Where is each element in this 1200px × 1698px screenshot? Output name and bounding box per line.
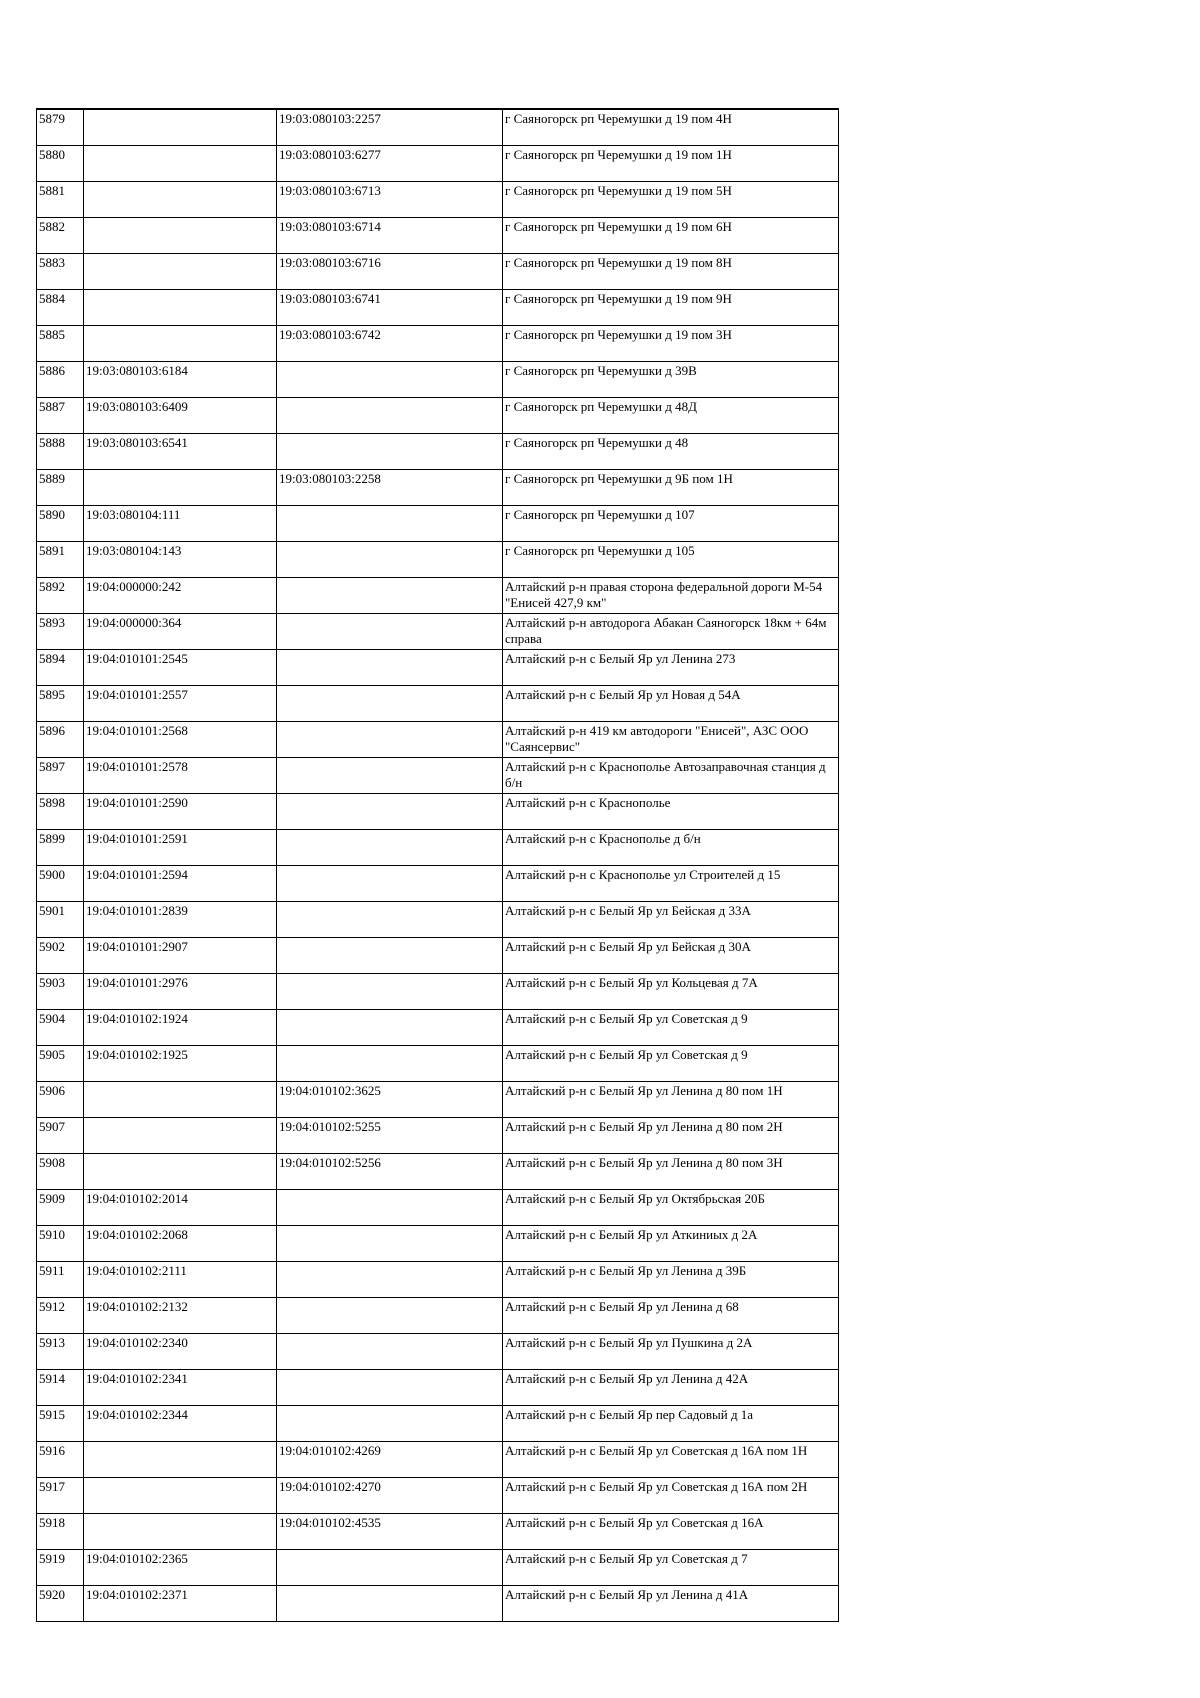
address-cell: Алтайский р-н с Белый Яр ул Октябрьская 20Б xyxy=(503,1190,839,1226)
cadastral-premises-cell xyxy=(277,902,503,938)
row-number-cell: 5910 xyxy=(37,1226,84,1262)
cadastral-land-cell: 19:04:010101:2907 xyxy=(84,938,277,974)
cadastral-premises-cell xyxy=(277,542,503,578)
row-number-cell: 5908 xyxy=(37,1154,84,1190)
cadastral-premises-cell: 19:03:080103:6714 xyxy=(277,218,503,254)
cadastral-premises-cell xyxy=(277,1586,503,1622)
row-number-cell: 5918 xyxy=(37,1514,84,1550)
cadastral-land-cell: 19:04:010102:2344 xyxy=(84,1406,277,1442)
cadastral-premises-cell: 19:03:080103:2258 xyxy=(277,470,503,506)
row-number-cell: 5906 xyxy=(37,1082,84,1118)
cadastral-land-cell xyxy=(84,470,277,506)
table-row xyxy=(37,434,839,470)
address-cell: Алтайский р-н с Белый Яр ул Бейская д 30А xyxy=(503,938,839,974)
cadastral-premises-cell xyxy=(277,1370,503,1406)
row-number-cell: 5886 xyxy=(37,362,84,398)
cadastral-premises-cell: 19:04:010102:4270 xyxy=(277,1478,503,1514)
cadastral-premises-cell xyxy=(277,506,503,542)
row-number-cell: 5898 xyxy=(37,794,84,830)
table-row xyxy=(37,1334,839,1370)
cadastral-premises-cell xyxy=(277,1046,503,1082)
table-row xyxy=(37,146,839,182)
row-number-cell: 5883 xyxy=(37,254,84,290)
cadastral-land-cell: 19:04:010102:1924 xyxy=(84,1010,277,1046)
cadastral-premises-cell xyxy=(277,974,503,1010)
cadastral-land-cell: 19:04:010102:2340 xyxy=(84,1334,277,1370)
address-cell: Алтайский р-н с Белый Яр ул Ленина д 42А xyxy=(503,1370,839,1406)
address-cell: Алтайский р-н с Белый Яр ул Бейская д 33А xyxy=(503,902,839,938)
row-number-cell: 5887 xyxy=(37,398,84,434)
cadastral-land-cell: 19:04:010102:2111 xyxy=(84,1262,277,1298)
table-row xyxy=(37,902,839,938)
table-row xyxy=(37,1442,839,1478)
table-row xyxy=(37,1010,839,1046)
cadastral-premises-cell xyxy=(277,1226,503,1262)
row-number-cell: 5879 xyxy=(37,109,84,146)
table-row xyxy=(37,1118,839,1154)
cadastral-land-cell xyxy=(84,182,277,218)
property-table xyxy=(36,108,839,1622)
cadastral-land-cell xyxy=(84,1154,277,1190)
table-row xyxy=(37,1478,839,1514)
address-cell: Алтайский р-н с Краснополье xyxy=(503,794,839,830)
address-cell: Алтайский р-н с Белый Яр ул Ленина д 41А xyxy=(503,1586,839,1622)
address-cell: г Саяногорск рп Черемушки д 9Б пом 1Н xyxy=(503,470,839,506)
cadastral-land-cell: 19:04:010101:2839 xyxy=(84,902,277,938)
row-number-cell: 5915 xyxy=(37,1406,84,1442)
table-row xyxy=(37,1298,839,1334)
cadastral-land-cell: 19:04:000000:364 xyxy=(84,614,277,650)
cadastral-land-cell xyxy=(84,1082,277,1118)
address-cell: Алтайский р-н с Белый Яр ул Новая д 54А xyxy=(503,686,839,722)
table-row xyxy=(37,109,839,146)
address-cell: Алтайский р-н с Белый Яр ул Советская д 16А пом 1Н xyxy=(503,1442,839,1478)
cadastral-premises-cell xyxy=(277,578,503,614)
row-number-cell: 5913 xyxy=(37,1334,84,1370)
cadastral-premises-cell xyxy=(277,1262,503,1298)
cadastral-land-cell: 19:04:010102:1925 xyxy=(84,1046,277,1082)
row-number-cell: 5899 xyxy=(37,830,84,866)
row-number-cell: 5901 xyxy=(37,902,84,938)
address-cell: г Саяногорск рп Черемушки д 19 пом 6Н xyxy=(503,218,839,254)
cadastral-premises-cell xyxy=(277,614,503,650)
cadastral-premises-cell xyxy=(277,398,503,434)
table-row xyxy=(37,866,839,902)
address-cell: г Саяногорск рп Черемушки д 19 пом 9Н xyxy=(503,290,839,326)
address-cell: Алтайский р-н с Белый Яр ул Ленина д 80 пом 3Н xyxy=(503,1154,839,1190)
row-number-cell: 5884 xyxy=(37,290,84,326)
cadastral-premises-cell xyxy=(277,362,503,398)
cadastral-premises-cell xyxy=(277,758,503,794)
address-cell: г Саяногорск рп Черемушки д 105 xyxy=(503,542,839,578)
table-row xyxy=(37,470,839,506)
row-number-cell: 5889 xyxy=(37,470,84,506)
address-cell: г Саяногорск рп Черемушки д 19 пом 4Н xyxy=(503,109,839,146)
row-number-cell: 5895 xyxy=(37,686,84,722)
address-cell: г Саяногорск рп Черемушки д 19 пом 3Н xyxy=(503,326,839,362)
cadastral-land-cell xyxy=(84,1478,277,1514)
cadastral-land-cell: 19:04:010102:2014 xyxy=(84,1190,277,1226)
row-number-cell: 5890 xyxy=(37,506,84,542)
table-row xyxy=(37,1406,839,1442)
row-number-cell: 5881 xyxy=(37,182,84,218)
table-row xyxy=(37,650,839,686)
address-cell: г Саяногорск рп Черемушки д 19 пом 5Н xyxy=(503,182,839,218)
cadastral-land-cell xyxy=(84,1118,277,1154)
cadastral-premises-cell: 19:03:080103:6713 xyxy=(277,182,503,218)
address-cell: Алтайский р-н с Краснополье д б/н xyxy=(503,830,839,866)
table-row xyxy=(37,254,839,290)
cadastral-premises-cell: 19:03:080103:2257 xyxy=(277,109,503,146)
cadastral-premises-cell xyxy=(277,830,503,866)
row-number-cell: 5894 xyxy=(37,650,84,686)
address-cell: г Саяногорск рп Черемушки д 39В xyxy=(503,362,839,398)
cadastral-land-cell: 19:04:010101:2557 xyxy=(84,686,277,722)
address-cell: Алтайский р-н с Белый Яр пер Садовый д 1а xyxy=(503,1406,839,1442)
cadastral-land-cell: 19:04:010101:2976 xyxy=(84,974,277,1010)
cadastral-premises-cell xyxy=(277,650,503,686)
address-cell: Алтайский р-н с Краснополье Автозаправочная станция д б/н xyxy=(503,758,839,794)
table-row xyxy=(37,1370,839,1406)
row-number-cell: 5892 xyxy=(37,578,84,614)
cadastral-land-cell xyxy=(84,326,277,362)
address-cell: Алтайский р-н с Белый Яр ул Ленина 273 xyxy=(503,650,839,686)
row-number-cell: 5911 xyxy=(37,1262,84,1298)
address-cell: Алтайский р-н с Белый Яр ул Ленина д 80 пом 1Н xyxy=(503,1082,839,1118)
cadastral-premises-cell: 19:03:080103:6716 xyxy=(277,254,503,290)
table-row xyxy=(37,1550,839,1586)
cadastral-premises-cell xyxy=(277,866,503,902)
row-number-cell: 5920 xyxy=(37,1586,84,1622)
cadastral-premises-cell: 19:03:080103:6277 xyxy=(277,146,503,182)
table-row xyxy=(37,1082,839,1118)
table-row xyxy=(37,722,839,758)
table-row xyxy=(37,1154,839,1190)
address-cell: г Саяногорск рп Черемушки д 48 xyxy=(503,434,839,470)
address-cell: Алтайский р-н с Белый Яр ул Кольцевая д 7А xyxy=(503,974,839,1010)
table-row xyxy=(37,578,839,614)
cadastral-premises-cell xyxy=(277,722,503,758)
cadastral-premises-cell: 19:04:010102:5255 xyxy=(277,1118,503,1154)
table-row xyxy=(37,326,839,362)
cadastral-land-cell: 19:03:080103:6541 xyxy=(84,434,277,470)
table-row xyxy=(37,758,839,794)
address-cell: Алтайский р-н 419 км автодороги "Енисей", АЗС ООО "Саянсервис" xyxy=(503,722,839,758)
address-cell: Алтайский р-н с Белый Яр ул Советская д 9 xyxy=(503,1046,839,1082)
cadastral-land-cell xyxy=(84,109,277,146)
table-row xyxy=(37,1046,839,1082)
table-row xyxy=(37,830,839,866)
table-row xyxy=(37,974,839,1010)
row-number-cell: 5882 xyxy=(37,218,84,254)
table-row xyxy=(37,1226,839,1262)
row-number-cell: 5914 xyxy=(37,1370,84,1406)
table-row xyxy=(37,686,839,722)
row-number-cell: 5902 xyxy=(37,938,84,974)
row-number-cell: 5897 xyxy=(37,758,84,794)
address-cell: Алтайский р-н с Белый Яр ул Советская д 9 xyxy=(503,1010,839,1046)
table-row xyxy=(37,614,839,650)
table-row xyxy=(37,290,839,326)
address-cell: г Саяногорск рп Черемушки д 19 пом 1Н xyxy=(503,146,839,182)
address-cell: Алтайский р-н правая сторона федеральной дороги М-54 "Енисей 427,9 км" xyxy=(503,578,839,614)
address-cell: Алтайский р-н с Белый Яр ул Пушкина д 2А xyxy=(503,1334,839,1370)
cadastral-land-cell: 19:04:010101:2578 xyxy=(84,758,277,794)
cadastral-premises-cell xyxy=(277,1190,503,1226)
table-row xyxy=(37,938,839,974)
address-cell: г Саяногорск рп Черемушки д 48Д xyxy=(503,398,839,434)
table-row xyxy=(37,506,839,542)
table-row xyxy=(37,794,839,830)
cadastral-land-cell xyxy=(84,1514,277,1550)
cadastral-premises-cell xyxy=(277,686,503,722)
table-body xyxy=(37,109,839,1622)
row-number-cell: 5891 xyxy=(37,542,84,578)
address-cell: Алтайский р-н с Белый Яр ул Советская д 16А пом 2Н xyxy=(503,1478,839,1514)
cadastral-land-cell: 19:03:080103:6184 xyxy=(84,362,277,398)
table-row xyxy=(37,1262,839,1298)
cadastral-premises-cell xyxy=(277,794,503,830)
row-number-cell: 5893 xyxy=(37,614,84,650)
row-number-cell: 5905 xyxy=(37,1046,84,1082)
cadastral-land-cell xyxy=(84,290,277,326)
row-number-cell: 5904 xyxy=(37,1010,84,1046)
cadastral-premises-cell: 19:04:010102:4269 xyxy=(277,1442,503,1478)
table-row xyxy=(37,1586,839,1622)
row-number-cell: 5912 xyxy=(37,1298,84,1334)
cadastral-land-cell: 19:04:010102:2132 xyxy=(84,1298,277,1334)
table-row xyxy=(37,218,839,254)
cadastral-land-cell: 19:03:080103:6409 xyxy=(84,398,277,434)
address-cell: г Саяногорск рп Черемушки д 107 xyxy=(503,506,839,542)
address-cell: Алтайский р-н с Белый Яр ул Аткиниых д 2А xyxy=(503,1226,839,1262)
address-cell: Алтайский р-н с Белый Яр ул Советская д 7 xyxy=(503,1550,839,1586)
cadastral-land-cell xyxy=(84,1442,277,1478)
row-number-cell: 5903 xyxy=(37,974,84,1010)
cadastral-premises-cell xyxy=(277,1406,503,1442)
row-number-cell: 5916 xyxy=(37,1442,84,1478)
cadastral-premises-cell xyxy=(277,1010,503,1046)
cadastral-premises-cell xyxy=(277,1334,503,1370)
cadastral-premises-cell xyxy=(277,1298,503,1334)
table-row xyxy=(37,362,839,398)
table-row xyxy=(37,1190,839,1226)
address-cell: Алтайский р-н с Белый Яр ул Ленина д 80 пом 2Н xyxy=(503,1118,839,1154)
row-number-cell: 5917 xyxy=(37,1478,84,1514)
row-number-cell: 5909 xyxy=(37,1190,84,1226)
cadastral-land-cell: 19:04:010101:2594 xyxy=(84,866,277,902)
cadastral-land-cell: 19:03:080104:143 xyxy=(84,542,277,578)
cadastral-premises-cell xyxy=(277,1550,503,1586)
address-cell: Алтайский р-н автодорога Абакан Саяногорск 18км + 64м справа xyxy=(503,614,839,650)
row-number-cell: 5888 xyxy=(37,434,84,470)
cadastral-land-cell: 19:03:080104:111 xyxy=(84,506,277,542)
address-cell: Алтайский р-н с Белый Яр ул Ленина д 39Б xyxy=(503,1262,839,1298)
cadastral-premises-cell xyxy=(277,938,503,974)
cadastral-land-cell: 19:04:010101:2591 xyxy=(84,830,277,866)
row-number-cell: 5919 xyxy=(37,1550,84,1586)
table-row xyxy=(37,182,839,218)
row-number-cell: 5907 xyxy=(37,1118,84,1154)
cadastral-land-cell: 19:04:010102:2371 xyxy=(84,1586,277,1622)
cadastral-land-cell: 19:04:000000:242 xyxy=(84,578,277,614)
cadastral-land-cell xyxy=(84,146,277,182)
row-number-cell: 5896 xyxy=(37,722,84,758)
row-number-cell: 5880 xyxy=(37,146,84,182)
table-row xyxy=(37,1514,839,1550)
table-row xyxy=(37,542,839,578)
cadastral-premises-cell: 19:04:010102:5256 xyxy=(277,1154,503,1190)
cadastral-land-cell: 19:04:010102:2365 xyxy=(84,1550,277,1586)
cadastral-land-cell xyxy=(84,218,277,254)
cadastral-premises-cell: 19:03:080103:6742 xyxy=(277,326,503,362)
address-cell: Алтайский р-н с Белый Яр ул Ленина д 68 xyxy=(503,1298,839,1334)
cadastral-premises-cell: 19:04:010102:4535 xyxy=(277,1514,503,1550)
table-row xyxy=(37,398,839,434)
cadastral-land-cell: 19:04:010102:2068 xyxy=(84,1226,277,1262)
cadastral-land-cell: 19:04:010101:2545 xyxy=(84,650,277,686)
row-number-cell: 5900 xyxy=(37,866,84,902)
cadastral-land-cell: 19:04:010101:2590 xyxy=(84,794,277,830)
cadastral-premises-cell xyxy=(277,434,503,470)
address-cell: г Саяногорск рп Черемушки д 19 пом 8Н xyxy=(503,254,839,290)
address-cell: Алтайский р-н с Краснополье ул Строителей д 15 xyxy=(503,866,839,902)
address-cell: Алтайский р-н с Белый Яр ул Советская д 16А xyxy=(503,1514,839,1550)
row-number-cell: 5885 xyxy=(37,326,84,362)
cadastral-land-cell: 19:04:010101:2568 xyxy=(84,722,277,758)
cadastral-premises-cell: 19:03:080103:6741 xyxy=(277,290,503,326)
cadastral-land-cell: 19:04:010102:2341 xyxy=(84,1370,277,1406)
cadastral-land-cell xyxy=(84,254,277,290)
cadastral-premises-cell: 19:04:010102:3625 xyxy=(277,1082,503,1118)
